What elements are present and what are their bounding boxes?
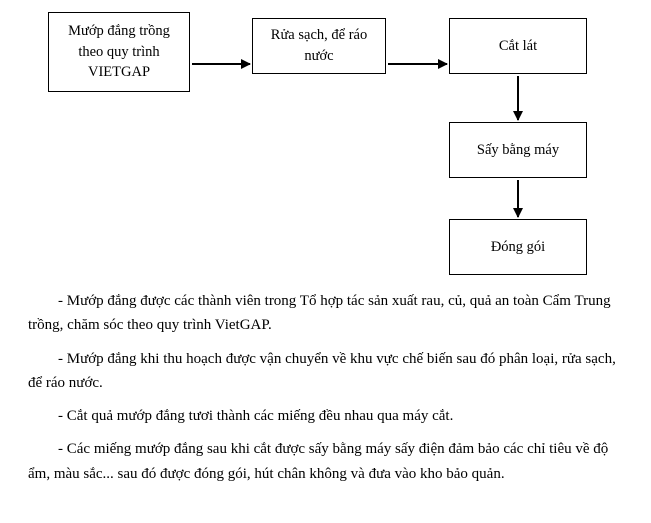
- paragraph-1: - Mướp đắng được các thành viên trong Tổ hợp tác sản xuất rau, củ, quả an toàn Cẩm Trung trồng, chăm sóc theo quy trình VietGAP.: [28, 293, 611, 334]
- paragraph-3: - Cắt quả mướp đắng tươi thành các miếng đều nhau qua máy cắt.: [58, 408, 454, 425]
- flow-node-pack-label: Đóng gói: [490, 238, 546, 255]
- arrow-dry-to-pack-icon: [517, 180, 519, 217]
- flow-node-grow: [48, 12, 190, 92]
- arrow-grow-to-wash-icon: [192, 63, 250, 65]
- flow-node-grow-label: Mướp đắng trồng theo quy trình VIETGAP: [68, 23, 170, 81]
- flow-node-wash: [252, 18, 386, 74]
- flow-node-wash-label: Rửa sạch, để ráo nước: [270, 27, 368, 64]
- arrow-wash-to-slice-icon: [388, 63, 447, 65]
- flow-node-slice: [449, 18, 587, 74]
- flow-node-dry: [449, 122, 587, 178]
- flow-node-dry-label: Sấy bằng máy: [476, 141, 560, 158]
- arrow-slice-to-dry-icon: [517, 76, 519, 120]
- paragraph-4: - Các miếng mướp đắng sau khi cắt được sấy bằng máy sấy điện đảm bảo các chỉ tiêu về độ ẩm, màu sắc... sau đó được đóng gói, hút chân không và đưa vào kho bảo quản.: [28, 441, 609, 482]
- flow-node-pack: [449, 219, 587, 275]
- description-text: [28, 289, 628, 495]
- paragraph-2: - Mướp đắng khi thu hoạch được vận chuyển về khu vực chế biến sau đó phân loại, rửa sạch, để ráo nước.: [28, 350, 616, 391]
- flow-node-slice-label: Cắt lát: [498, 37, 538, 54]
